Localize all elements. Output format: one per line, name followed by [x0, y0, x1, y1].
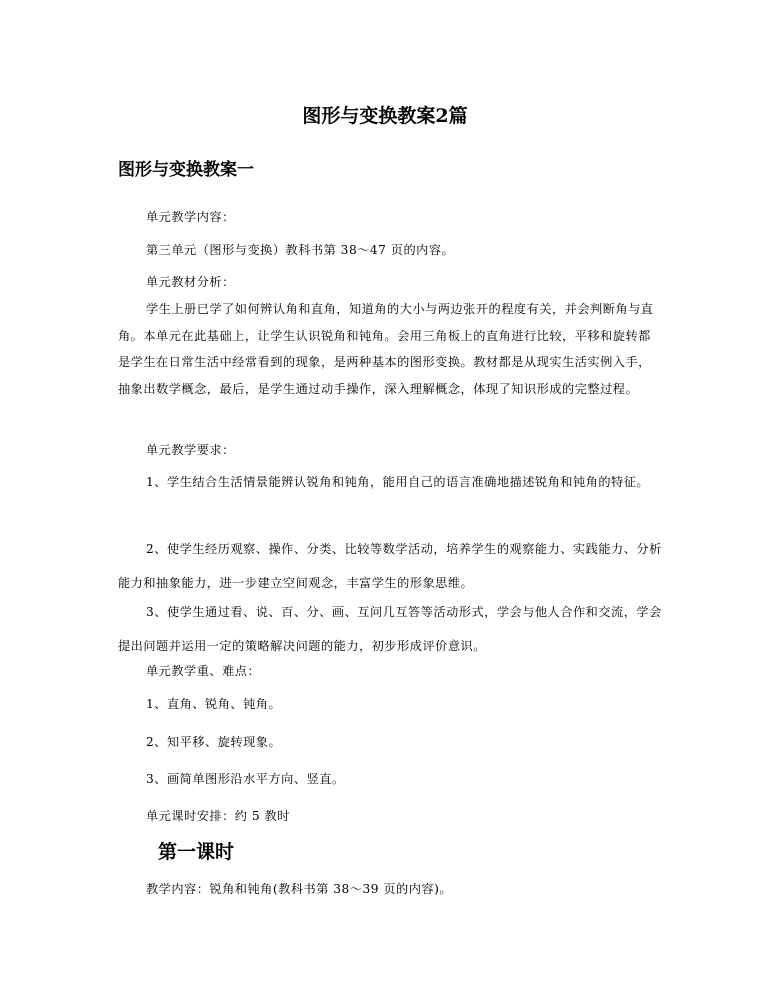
key-point-2: 2、知平移、旋转现象。 [146, 735, 282, 749]
document-title: 图形与变换教案2篇 [302, 105, 468, 127]
key-point-1: 1、直角、锐角、钝角。 [146, 697, 282, 711]
analysis-paragraph: 学生上册已学了如何辨认角和直角，知道角的大小与两边张开的程度有关，并会判断角与直角。本单元在此基础上，让学生认识锐角和钝角。会用三角板上的直角进行比较，平移和旋转都是学生在日常生活中经常看到的现象，是两种基本的图形变换。教材都是从现实生活实例入手，抽象出数学概念，最后，是学生通过动手操作，深入理解概念，体现了知识形成的完整过程。 [118, 302, 654, 396]
lesson-content-line: 教学内容：锐角和钝角(教科书第 38～39 页的内容)。 [146, 882, 453, 896]
requirements-heading: 单元教学要求： [146, 443, 235, 457]
schedule-line: 单元课时安排：约 5 教时 [146, 809, 290, 823]
key-points-heading: 单元教学重、难点： [146, 664, 261, 678]
requirement-item-2: 2、使学生经历观察、操作、分类、比较等数学活动，培养学生的观察能力、实践能力、分析能力和抽象能力，进一步建立空间观念，丰富学生的形象思维。 [118, 542, 662, 590]
lesson-heading: 第一课时 [158, 841, 235, 863]
key-point-3: 3、画简单图形沿水平方向、竖直。 [146, 772, 345, 786]
requirement-item-1: 1、学生结合生活情景能辨认锐角和钝角，能用自己的语言准确地描述锐角和钝角的特征。 [146, 475, 650, 489]
line-unit-content: 第三单元（图形与变换）教科书第 38～47 页的内容。 [146, 243, 455, 257]
requirement-item-3: 3、使学生通过看、说、百、分、画、互问几互答等活动形式，学会与他人合作和交流，学会提出问题并运用一定的策略解决问题的能力，初步形成评价意识。 [118, 605, 662, 653]
line-analysis-label: 单元教材分析： [146, 275, 235, 289]
line-unit-content-label: 单元教学内容： [146, 210, 235, 224]
section-heading: 图形与变换教案一 [118, 160, 254, 180]
